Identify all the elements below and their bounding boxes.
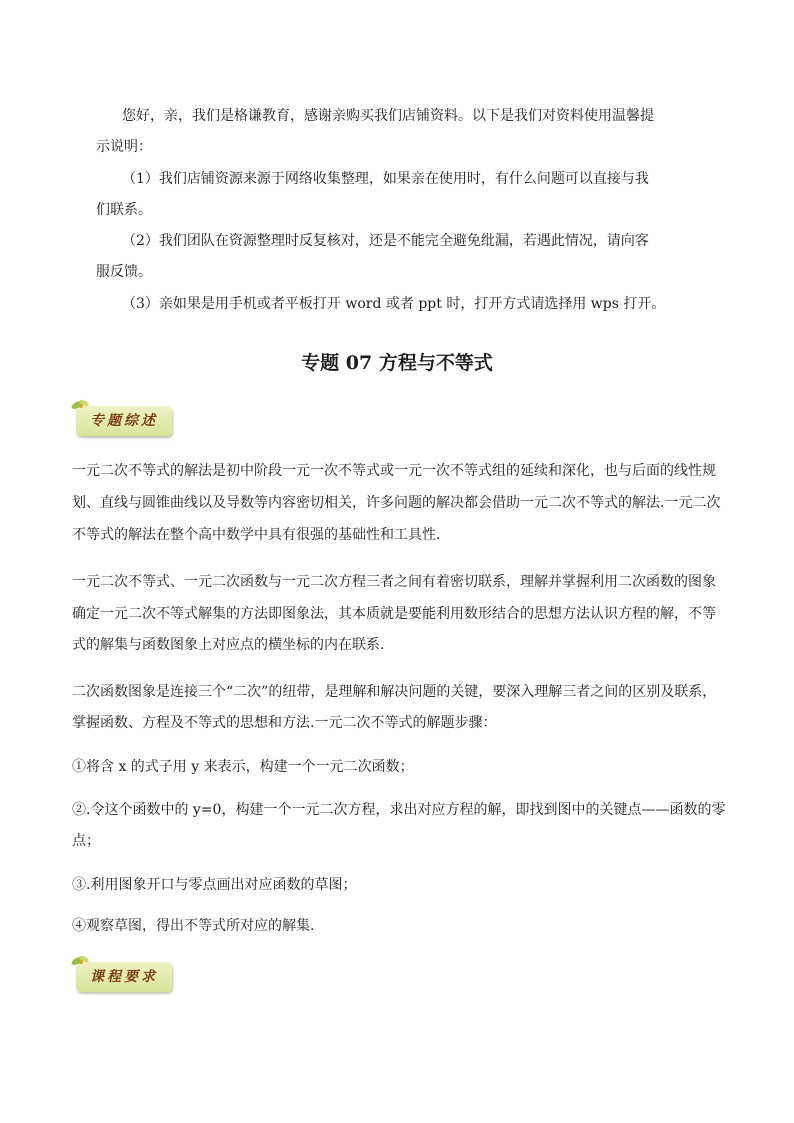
step-4: ④观察草图，得出不等式所对应的解集. [72,918,315,934]
paragraph-line: 一元二次不等式、一元二次函数与一元二次方程三者之间有着密切联系，理解并掌握利用二次函数的图象 [72,574,716,590]
section-badge-requirements [76,962,172,992]
notice-line-2: 示说明： [96,139,152,155]
notice-item-2-line-2: 服反馈。 [96,264,152,280]
step-2-line-1: ②.令这个函数中的 y=0，构建一个一元二次方程，求出对应方程的解，即找到图中的关键点——函数的零 [72,802,726,818]
notice-line-1: 您好，亲，我们是格谦教育，感谢亲购买我们店铺资料。以下是我们对资料使用温馨提 [122,108,654,124]
leaf-icon [70,952,92,970]
page-title: 专题 07 方程与不等式 [301,352,493,374]
section-badge-overview [76,406,172,436]
paragraph-line: 式的解集与函数图象上对应点的横坐标的内在联系. [72,637,385,653]
notice-item-3: （3）亲如果是用手机或者平板打开 word 或者 ppt 时，打开方式请选择用 wps 打开。 [122,296,666,312]
paragraph-line: 二次函数图象是连接三个“二次”的纽带，是理解和解决问题的关键，要深入理解三者之间的区别及联系， [72,684,717,700]
notice-item-2-line-1: （2）我们团队在资源整理时反复核对，还是不能完全避免纰漏，若遇此情况，请向客 [122,233,649,249]
notice-item-1-line-2: 们联系。 [96,202,152,218]
section-badge-label: 专题综述 [90,413,158,429]
paragraph-line: 不等式的解法在整个高中数学中具有很强的基础性和工具性. [72,527,441,543]
step-1: ①将含 x 的式子用 y 来表示，构建一个一元二次函数； [72,759,414,775]
paragraph-line: 掌握函数、方程及不等式的思想和方法.一元二次不等式的解题步骤： [72,715,497,731]
paragraph-line: 确定一元二次不等式解集的方法即图象法，其本质就是要能利用数形结合的思想方法认识方程的解，不等 [72,606,716,622]
step-2-line-2: 点； [72,833,100,849]
notice-item-1-line-1: （1）我们店铺资源来源于网络收集整理，如果亲在使用时，有什么问题可以直接与我 [122,171,649,187]
section-badge-label: 课程要求 [90,969,158,985]
paragraph-line: 一元二次不等式的解法是初中阶段一元一次不等式或一元一次不等式组的延续和深化，也与后面的线性规 [72,463,716,479]
step-3: ③.利用图象开口与零点画出对应函数的草图； [72,877,357,893]
paragraph-line: 划、直线与圆锥曲线以及导数等内容密切相关，许多问题的解决都会借助一元二次不等式的解法.一元二次 [72,495,721,511]
leaf-icon [70,396,92,414]
